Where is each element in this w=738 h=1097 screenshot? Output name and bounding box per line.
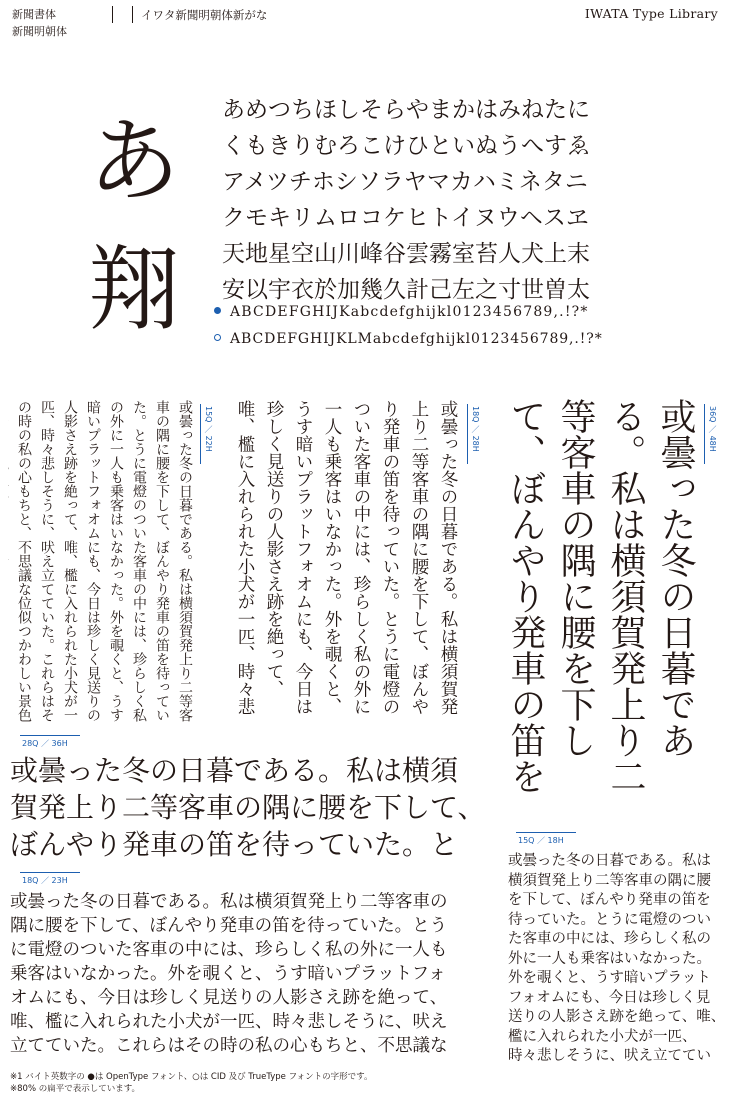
text-line: 或曇った冬の日暮である。私は: [508, 853, 711, 869]
text-line: 或曇った冬の日暮である。私は横須: [10, 754, 459, 787]
horizontal-sample-28q: [10, 752, 490, 863]
vertical-sample-36q: 或曇った冬の日暮である。私は横須賀発上り二等客車の隅に腰を下して、ぼんやり発車の笛を: [505, 398, 696, 794]
font-name: イワタ新聞明朝体新がな: [141, 8, 268, 22]
filled-circle-icon: [214, 307, 221, 314]
text-line: 待っていた。とうに電燈のつい: [508, 911, 711, 928]
size-label-15q: 15Q ／ 22H: [204, 406, 213, 452]
display-char-a: あ: [88, 108, 181, 215]
text-line: フォオムにも、今日は珍しく見: [508, 989, 711, 1006]
text-line: 外に一人も乗客はいなかった。: [508, 950, 711, 967]
library-title: IWATA Type Library: [584, 6, 718, 21]
text-line: 隅に腰を下して、ぼんやり発車の笛を待っていた。とう: [10, 916, 448, 936]
text-line: 送りの人影さえ跡を絶って、唯、: [508, 1009, 726, 1025]
category-newspaper: 新聞書体: [12, 8, 56, 21]
size-tag-bar: [467, 404, 468, 464]
category-newspaper-mincho: 新聞明朝体: [12, 25, 67, 38]
horizontal-sample-18q: [10, 890, 488, 1058]
text-line: を下して、ぼんやり発車の笛を: [508, 892, 711, 908]
text-line: 外を覗くと、うす暗いプラット: [508, 970, 711, 986]
horizontal-sample-15q: [508, 852, 732, 1067]
footnote: ※80% の扁平で表示しています。: [10, 1084, 141, 1094]
alphabet-cid-text: ABCDEFGHIJKLMabcdefghijkl0123456789,.!?*: [230, 331, 603, 347]
text-line: オムにも、今日は珍しく見送りの人影さえ跡を絶って、: [10, 988, 448, 1008]
size-tag-bar: [200, 404, 201, 464]
vertical-sample-15q: 或曇った冬の日暮である。私は横須賀発上り二等客車の隅に腰を下して、ぼんやり発車の笛を待っていた。とうに電燈のついた客車の中には、珍らしく私の外に一人も乗客はいなかった。外を覗くと、うす暗いプラットフォオムにも、今日は珍しく見送りの人影さえ跡を絶って、唯、檻に入れられた小犬が一匹、時々悲しそうに、吠え立てていた。これらはその時の私の心もちと、不思議な位似つかわしい景色: [16, 400, 193, 722]
text-line: 乗客はいなかった。外を覗くと、うす暗いプラットフォ: [10, 964, 446, 984]
alphabet-cid: [230, 331, 603, 347]
size-label-18q-horizontal: 18Q ／ 23H: [22, 876, 68, 885]
text-line: ぼんやり発車の笛を待っていた。と: [10, 828, 459, 861]
alphabet-opentype: [230, 304, 589, 320]
size-label-18q: 18Q ／ 28H: [471, 406, 480, 452]
header-divider: [112, 6, 113, 23]
text-line: に電燈のついた客車の中には、珍らしく私の外に一人も: [10, 940, 448, 960]
size-label-15q-horizontal: 15Q ／ 18H: [518, 836, 564, 845]
header-divider: [132, 6, 133, 23]
size-label-36q: 36Q ／ 48H: [708, 406, 717, 452]
display-char-sho: 翔: [88, 236, 181, 343]
size-tag-bar: [20, 872, 80, 873]
hollow-circle-icon: [214, 334, 221, 341]
sample-line-kanji-2: 安以宇衣於加幾久計己左之寸世曽太: [222, 277, 590, 303]
sample-line-hiragana-1: あめつちほしそらやまかはみねたに: [222, 97, 590, 123]
size-tag-bar: [516, 832, 576, 833]
text-line: 横須賀発上り二等客車の隅に腰: [508, 872, 711, 889]
text-line: 唯、檻に入れられた小犬が一匹、時々悲しそうに、吠え: [10, 1012, 448, 1032]
sample-line-hiragana-2: くもきりむろこけひといぬうへすゑ: [222, 133, 590, 159]
text-line: 檻に入れられた小犬が一匹、: [508, 1028, 697, 1045]
text-line: た客車の中には、珍らしく私の: [508, 931, 711, 947]
vertical-sample-18q: 或曇った冬の日暮である。私は横須賀発上り二等客車の隅に腰を下して、ぼんやり発車の笛を待っていた。とうに電燈のついた客車の中には、珍らしく私の外に一人も乗客はいなかった。外を覗くと、うす暗いプラットフォオムにも、今日は珍しく見送りの人影さえ跡を絶って、唯、檻に入れられた小犬が一匹、時々悲: [235, 400, 458, 715]
sample-line-katakana-2: クモキリムロコケヒトイヌウヘスヱ: [222, 205, 589, 231]
footnotes: [10, 1071, 372, 1095]
size-label-28q: 28Q ／ 36H: [22, 739, 68, 748]
size-tag-bar: [20, 735, 80, 736]
sample-line-katakana-1: アメツチホシソラヤマカハミネタニ: [222, 169, 588, 195]
text-line: 賀発上り二等客車の隅に腰を下して、: [10, 791, 486, 824]
sample-line-kanji-1: 天地星空山川峰谷雲霧室苔人犬上末: [222, 241, 590, 267]
text-line: 或曇った冬の日暮である。私は横須賀発上り二等客車の: [10, 892, 448, 912]
text-line: 時々悲しそうに、吠え立ててい: [508, 1048, 711, 1064]
footnote: ※1 バイト英数字の ●は OpenType フォント、○は CID 及び TrueType フォントの字形です。: [10, 1072, 373, 1082]
category-labels: [12, 6, 67, 40]
alphabet-opentype-text: ABCDEFGHIJKabcdefghijkl0123456789,.!?*: [230, 304, 589, 320]
text-line: 立てていた。これらはその時の私の心もちと、不思議な: [10, 1036, 448, 1056]
size-tag-bar: [704, 404, 705, 464]
